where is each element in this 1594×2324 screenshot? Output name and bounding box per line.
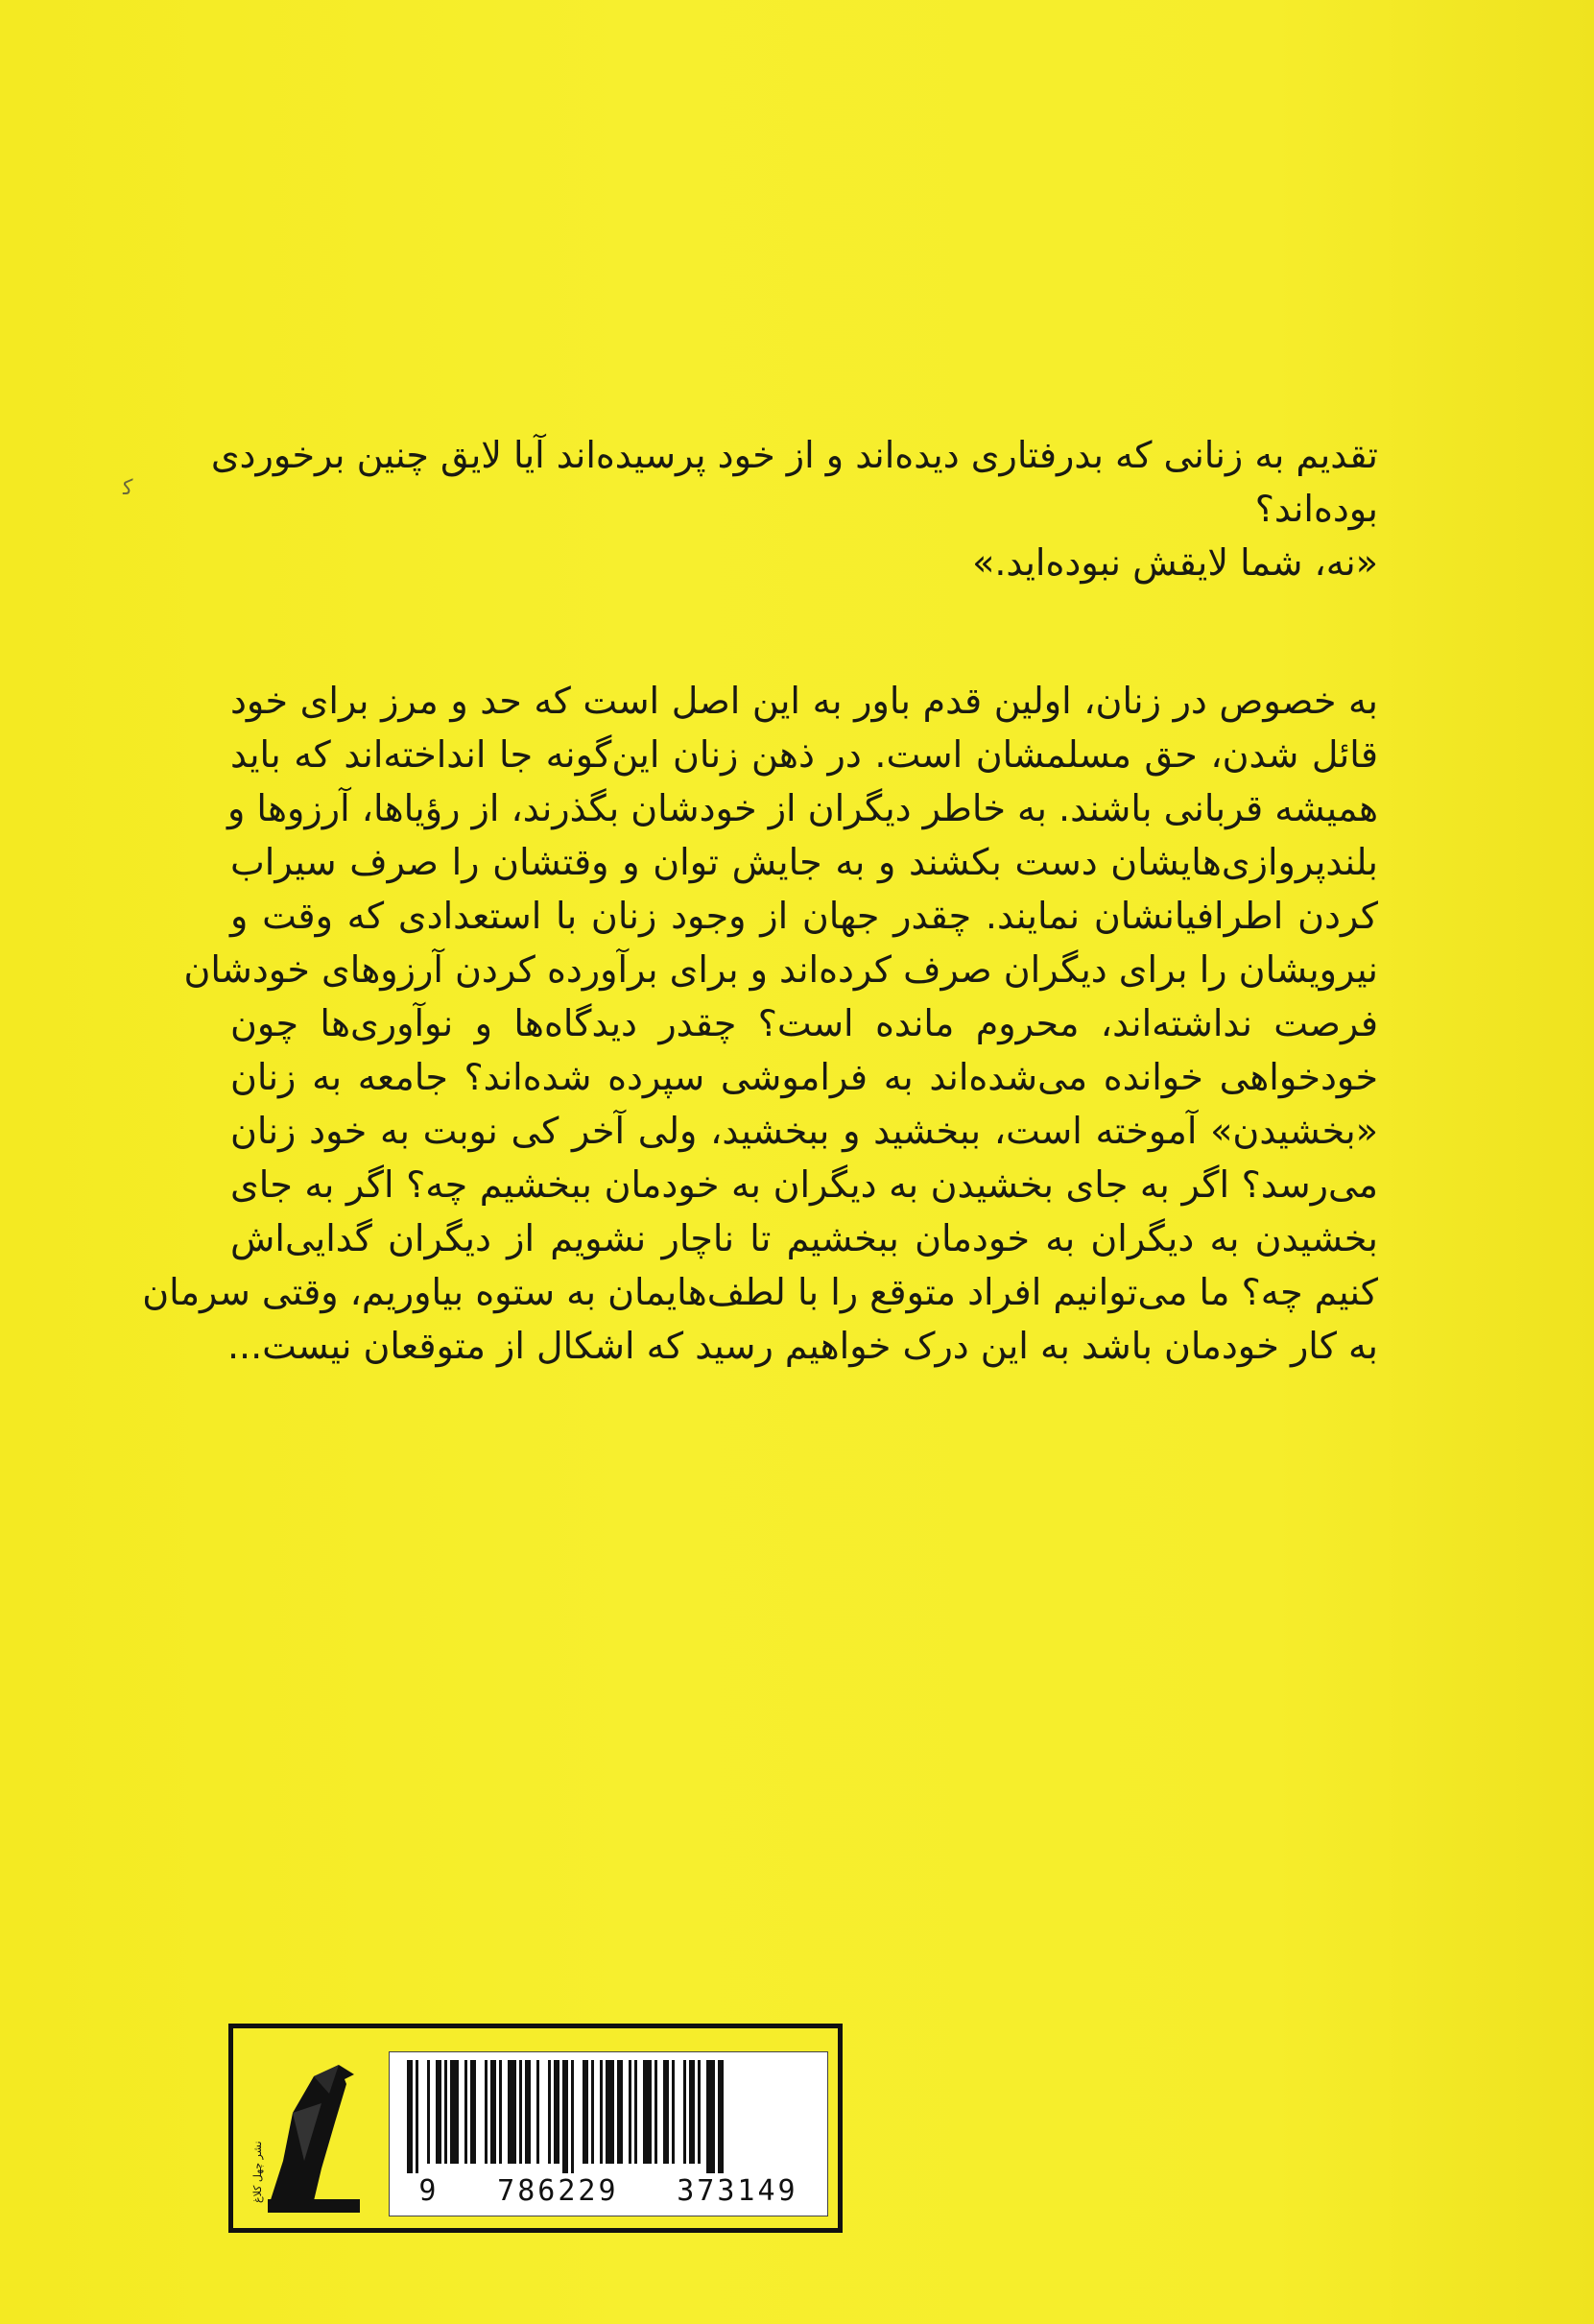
isbn-digit-group: 9	[418, 2174, 440, 2208]
blurb-line: بلندپروازی‌هایشان دست بکشند و به جایش توان و وقتشان را صرف سیراب	[230, 841, 1378, 883]
blurb-line: «بخشیدن» آموخته است، ببخشید و ببخشید، ولی آخر کی نوبت به خود زنان	[230, 1110, 1378, 1152]
barcode-bar	[718, 2060, 724, 2173]
barcode-bar	[571, 2060, 574, 2173]
barcode-bar	[407, 2060, 413, 2173]
blurb-line: قائل شدن، حق مسلمشان است. در ذهن زنان این‌گونه جا انداخته‌اند که باید	[230, 733, 1378, 776]
barcode-bar	[536, 2060, 539, 2164]
stray-print-mark: ﮐ	[123, 476, 133, 500]
barcode-bar	[654, 2060, 657, 2164]
barcode-bar	[554, 2060, 559, 2164]
blurb-line: کردن اطرافیانشان نمایند. چقدر جهان از وجود زنان با استعدادی که وقت و	[230, 895, 1378, 937]
barcode-bar	[689, 2060, 695, 2164]
publisher-name: نشر چهل کلاغ	[251, 2141, 264, 2203]
barcode-bar	[485, 2060, 488, 2164]
barcode-bar	[490, 2060, 496, 2164]
blurb-line: به خصوص در زنان، اولین قدم باور به این اصل است که حد و مرز برای خود	[230, 680, 1378, 722]
isbn-digit-group: 373149	[677, 2174, 798, 2208]
barcode-bar	[591, 2060, 594, 2164]
barcode-bar	[444, 2060, 447, 2164]
dedication-quote: «نه، شما لایقش نبوده‌اید.»	[972, 541, 1378, 584]
barcode-bar	[706, 2060, 715, 2173]
barcode-bar	[600, 2060, 603, 2164]
barcode-bar	[499, 2060, 502, 2164]
dedication-line: تقدیم به زنانی که بدرفتاری دیده‌اند و از خود پرسیده‌اند آیا لایق چنین برخوردی	[210, 434, 1378, 476]
barcode-bar	[562, 2060, 568, 2173]
barcode-bar	[464, 2060, 467, 2164]
barcode-bar	[617, 2060, 623, 2164]
isbn-barcode	[389, 2051, 828, 2216]
barcode-bar	[508, 2060, 516, 2164]
barcode-bar	[629, 2060, 631, 2164]
barcode-box	[228, 2024, 843, 2233]
barcode-bar	[643, 2060, 652, 2164]
barcode-bar	[450, 2060, 459, 2164]
barcode-bars	[401, 2060, 818, 2173]
crow-icon	[251, 2055, 360, 2213]
barcode-bar	[683, 2060, 686, 2164]
blurb-line: بخشیدن به دیگران به خودمان ببخشیم تا ناچار نشویم از دیگران گدایی‌اش	[230, 1217, 1378, 1259]
barcode-bar	[672, 2060, 675, 2164]
isbn-digit-group: 786229	[497, 2174, 619, 2208]
barcode-bar	[663, 2060, 669, 2164]
barcode-bar	[634, 2060, 637, 2164]
barcode-bar	[525, 2060, 531, 2164]
blurb-line: فرصت نداشته‌اند، محروم مانده است؟ چقدر دیدگاه‌ها و نوآوری‌ها چون	[230, 1002, 1378, 1044]
blurb-line: نیرویشان را برای دیگران صرف کرده‌اند و برای برآورده کردن آرزوهای خودشان	[183, 948, 1378, 991]
barcode-bar	[548, 2060, 551, 2164]
barcode-bar	[698, 2060, 701, 2164]
dedication-line: بوده‌اند؟	[1254, 488, 1378, 530]
barcode-bar	[470, 2060, 476, 2164]
blurb-line: همیشه قربانی باشند. به خاطر دیگران از خودشان بگذرند، از رؤیاها، آرزوها و	[226, 787, 1378, 829]
barcode-bar	[436, 2060, 441, 2164]
barcode-bar	[416, 2060, 418, 2173]
back-cover-blurb	[142, 674, 1378, 1373]
barcode-bar	[519, 2060, 522, 2164]
barcode-bar	[427, 2060, 430, 2164]
barcode-bar	[583, 2060, 588, 2164]
blurb-line: خودخواهی خوانده می‌شده‌اند به فراموشی سپرده شده‌اند؟ جامعه به زنان	[230, 1056, 1378, 1098]
blurb-line: به کار خودمان باشد به این درک خواهیم رسید که اشکال از متوقعان نیست...	[226, 1325, 1378, 1367]
blurb-line: کنیم چه؟ ما می‌توانیم افراد متوقع را با لطف‌هایمان به ستوه بیاوریم، وقتی سرمان	[142, 1271, 1378, 1313]
blurb-line: می‌رسد؟ اگر به جای بخشیدن به دیگران به خودمان ببخشیم چه؟ اگر به جای	[230, 1163, 1378, 1206]
barcode-bar	[606, 2060, 614, 2164]
isbn-number	[390, 2174, 827, 2208]
dedication-block	[210, 428, 1378, 589]
